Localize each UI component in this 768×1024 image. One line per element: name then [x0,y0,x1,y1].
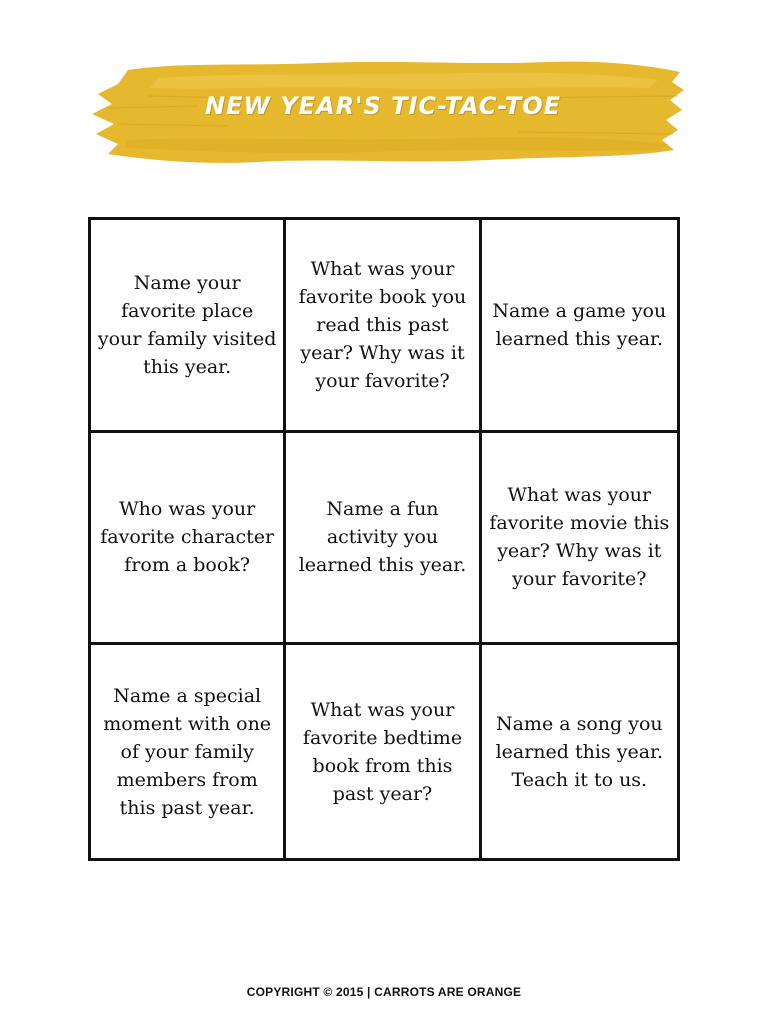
brush-stroke-streak [124,137,668,153]
title-banner [88,48,688,178]
cell-prompt: Name a fun activity you learned this year. [298,498,467,577]
cell-prompt: What was your favorite book you read this past year? Why was it your favorite? [298,257,467,392]
cell-prompt: Who was your favorite character from a book? [100,498,275,577]
board-cell-9 [482,645,677,858]
cell-prompt: What was your favorite movie this year? Why was it your favorite? [489,484,670,591]
board-cell-7 [91,645,286,858]
page-title: NEW YEAR'S TIC-TAC-TOE [204,92,562,120]
board-cell-1 [91,220,286,433]
board-cell-6 [482,433,677,646]
board-cell-3 [482,220,677,433]
cell-prompt: Name a song you learned this year. Teach it to us. [495,712,664,791]
tic-tac-toe-board [88,217,680,861]
board-cell-5 [286,433,481,646]
board-cell-2 [286,220,481,433]
copyright-footer: COPYRIGHT © 2015 | CARROTS ARE ORANGE [246,985,522,999]
cell-prompt: Name your favorite place your family visited this year. [97,271,277,378]
board-cell-8 [286,645,481,858]
cell-prompt: What was your favorite bedtime book from this past year? [302,698,463,805]
cell-prompt: Name a special moment with one of your family members from this past year. [103,684,272,819]
cell-prompt: Name a game you learned this year. [492,299,667,350]
board-cell-4 [91,433,286,646]
